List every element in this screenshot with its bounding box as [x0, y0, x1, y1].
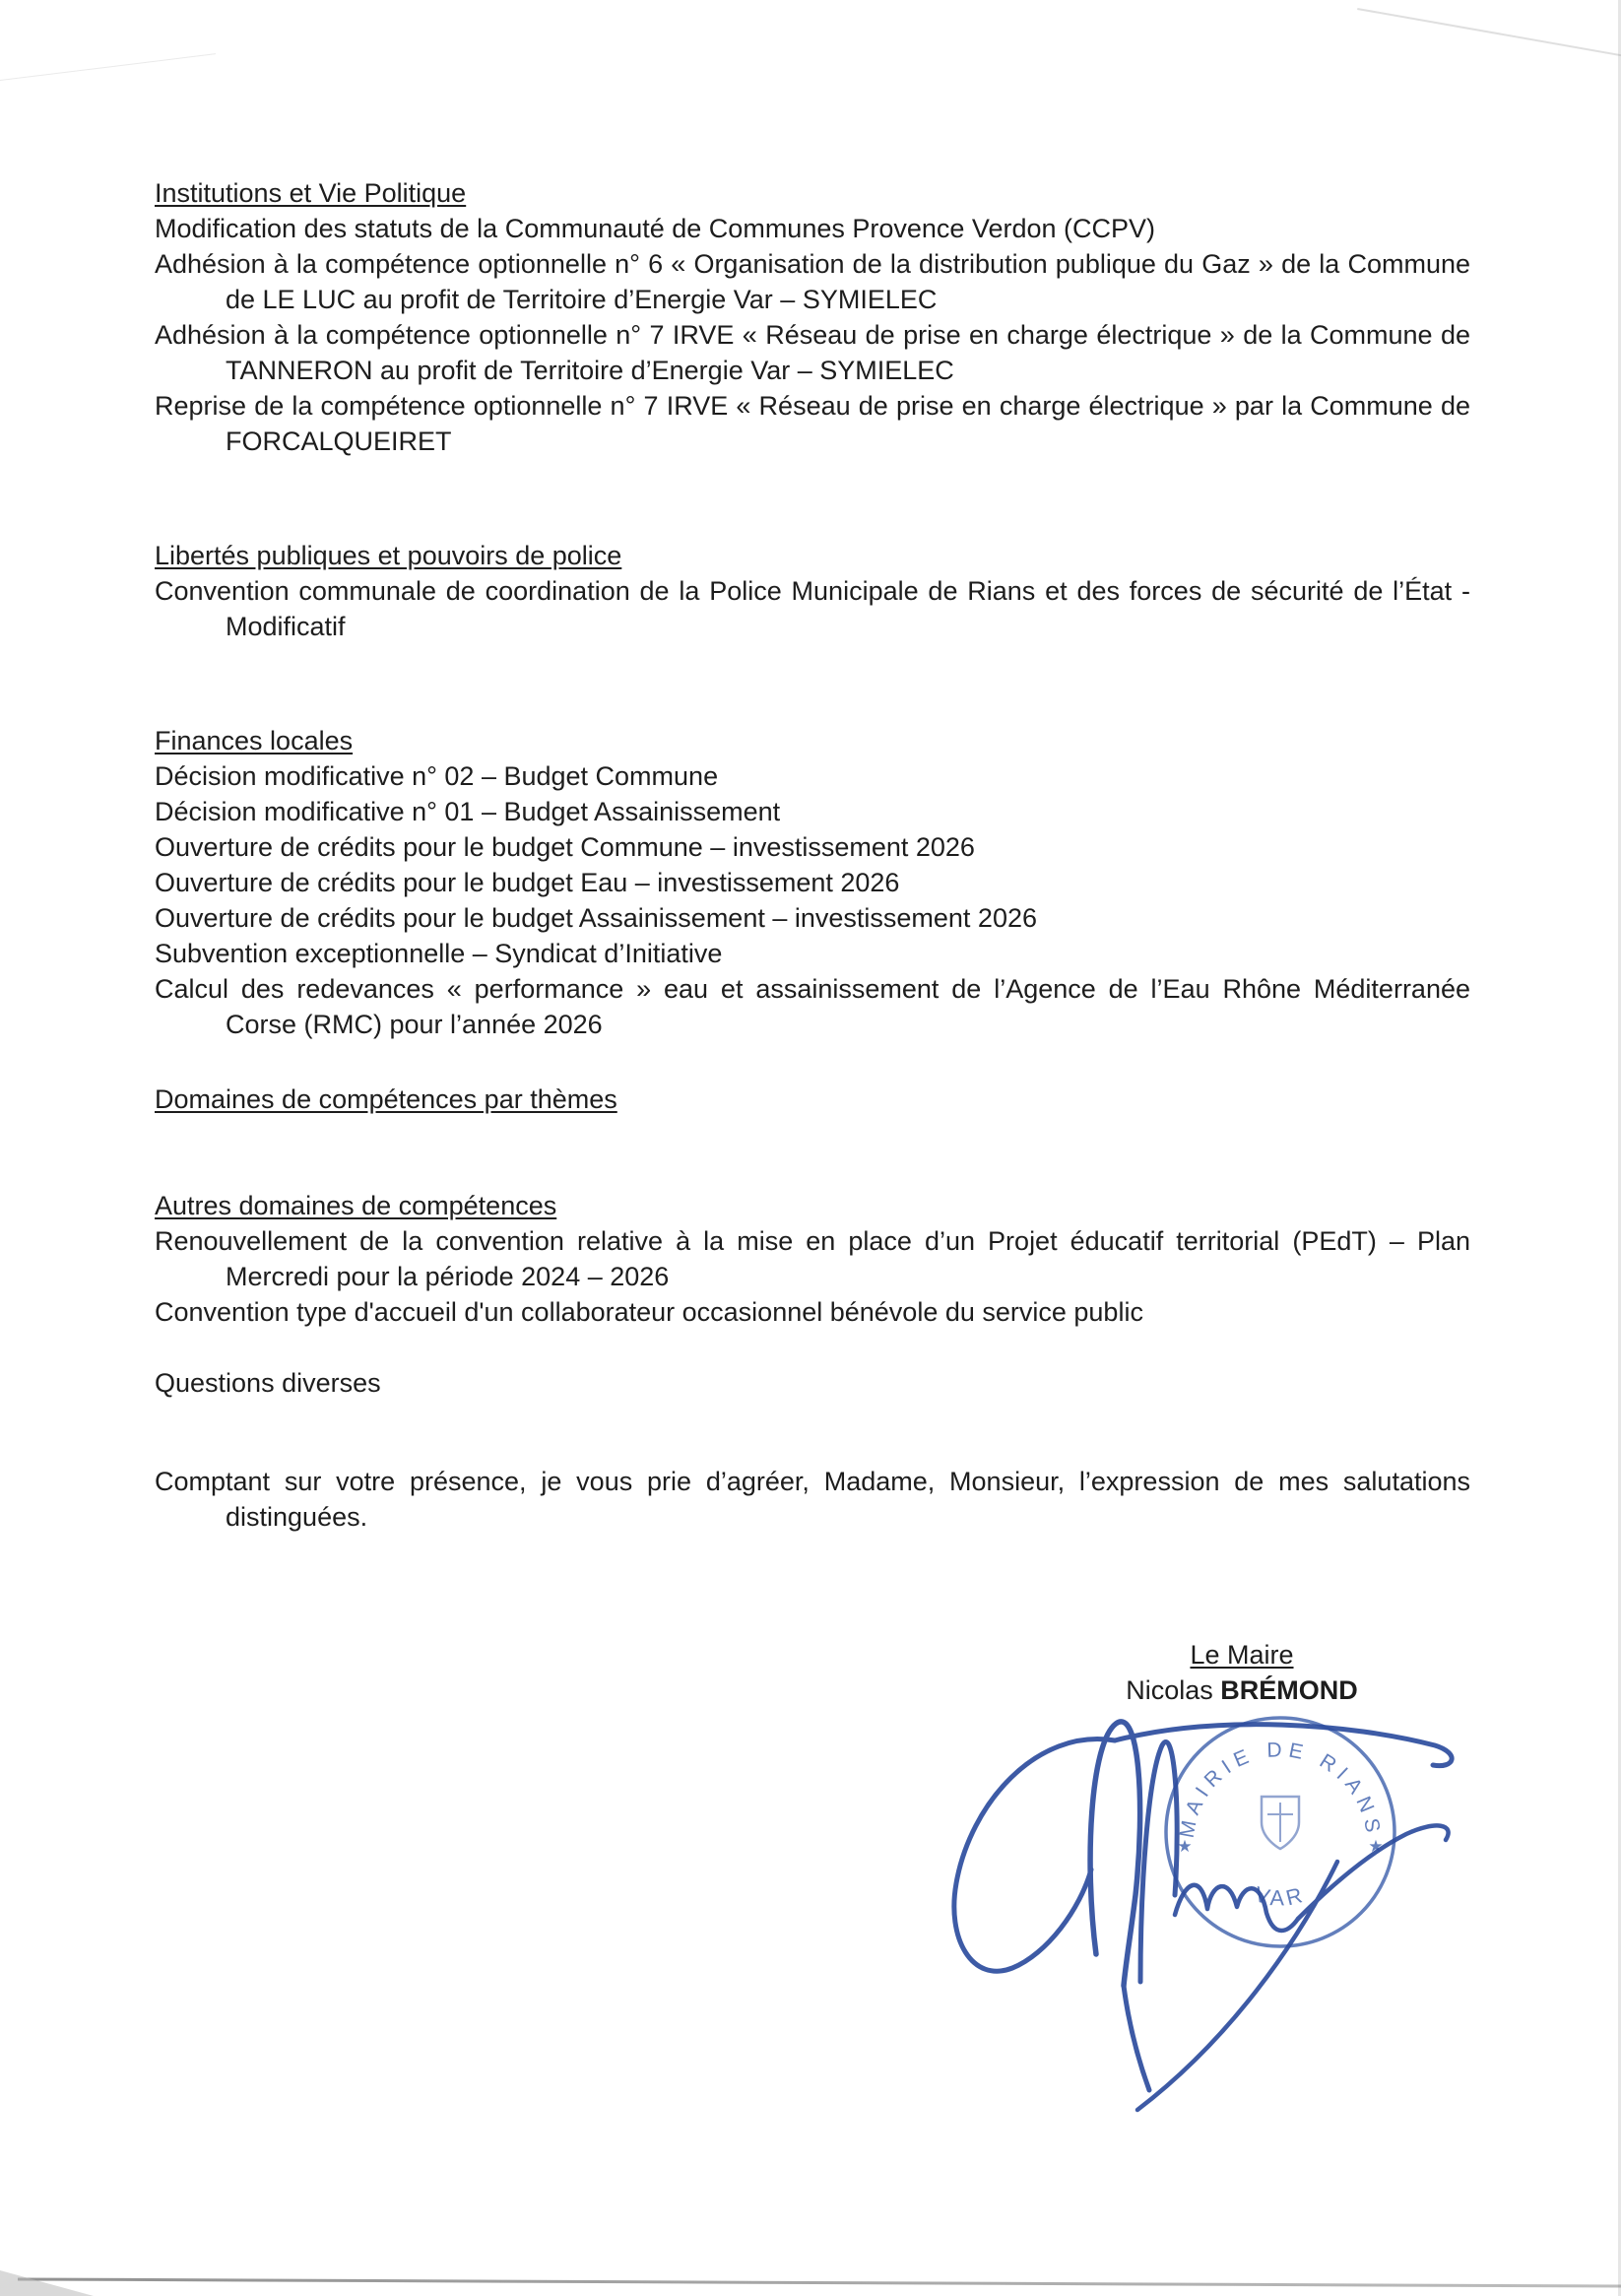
scan-artifact-bottom-left — [0, 2270, 94, 2296]
agenda-item: Modification des statuts de la Communauté de Communes Provence Verdon (CCPV) — [155, 214, 1155, 243]
agenda-item: Reprise de la compétence optionnelle n° 7 IRVE « Réseau de prise en charge électrique » par la Commune de FORCALQUEIRET — [155, 391, 1470, 456]
section-heading-libertes: Libertés publiques et pouvoirs de police — [155, 541, 622, 570]
section-heading-domaines: Domaines de compétences par thèmes — [155, 1084, 617, 1114]
agenda-item: Calcul des redevances « performance » eau et assainissement de l’Agence de l’Eau Rhône Méditerranée Corse (RMC) pour l’année 2026 — [155, 974, 1470, 1039]
section-heading-autres: Autres domaines de compétences — [155, 1191, 557, 1220]
signature-stroke — [1124, 1986, 1149, 2090]
section-domaines-competences — [155, 1082, 1470, 1117]
stamp-text-top: MAIRIE DE RIANS — [1175, 1738, 1386, 1840]
agenda-item: Adhésion à la compétence optionnelle n° 7 IRVE « Réseau de prise en charge électrique » de la Commune de TANNERON au profit de Territoire d’Energie Var – SYMIELEC — [155, 320, 1470, 385]
document-content — [155, 175, 1470, 2149]
section-finances-locales — [155, 723, 1470, 1042]
agenda-item: Ouverture de crédits pour le budget Commune – investissement 2026 — [155, 832, 975, 862]
agenda-item: Décision modificative n° 01 – Budget Assainissement — [155, 797, 781, 826]
signature-title: Le Maire — [1190, 1640, 1294, 1670]
agenda-item: Subvention exceptionnelle – Syndicat d’Initiative — [155, 939, 723, 968]
section-institutions — [155, 175, 1470, 459]
mairie-stamp — [1166, 1718, 1394, 1946]
signatory-first-name: Nicolas — [1126, 1675, 1213, 1705]
signature-stroke — [1090, 1722, 1140, 1986]
section-autres-domaines — [155, 1188, 1470, 1330]
scan-artifact-top-left — [0, 53, 216, 86]
stamp-text-bottom: VAR — [1252, 1881, 1309, 1911]
scan-artifact-bottom-line — [18, 2277, 1621, 2287]
agenda-item: Convention type d'accueil d'un collaborateur occasionnel bénévole du service public — [155, 1297, 1143, 1327]
signature-block — [155, 1637, 1470, 2149]
section-heading-institutions: Institutions et Vie Politique — [155, 178, 467, 208]
section-heading-finances: Finances locales — [155, 726, 354, 755]
questions-diverses: Questions diverses — [155, 1368, 381, 1398]
signature-and-stamp-art — [155, 1686, 1470, 2139]
stamp-star-right: ★ — [1368, 1837, 1384, 1856]
agenda-item: Convention communale de coordination de la Police Municipale de Rians et des forces de sécurité de l’État - Modificatif — [155, 576, 1470, 641]
section-libertes-publiques — [155, 538, 1470, 644]
signatory-last-name: BRÉMOND — [1220, 1675, 1358, 1705]
stamp-star-left: ★ — [1177, 1837, 1193, 1856]
agenda-item: Ouverture de crédits pour le budget Assainissement – investissement 2026 — [155, 903, 1037, 933]
agenda-item: Décision modificative n° 02 – Budget Commune — [155, 761, 719, 791]
scan-artifact-top-right — [1357, 8, 1621, 61]
agenda-item: Adhésion à la compétence optionnelle n° 6 « Organisation de la distribution publique du Gaz » de la Commune de LE LUC au profit de Territoire d’Energie Var – SYMIELEC — [155, 249, 1470, 314]
stamp-center-emblem — [1262, 1797, 1299, 1849]
agenda-item: Ouverture de crédits pour le budget Eau – investissement 2026 — [155, 868, 900, 897]
agenda-item: Renouvellement de la convention relative à la mise en place d’un Projet éducatif territorial (PEdT) – Plan Mercredi pour la période 2024 – 2026 — [155, 1226, 1470, 1291]
closing-formula: Comptant sur votre présence, je vous prie d’agréer, Madame, Monsieur, l’expression de mes salutations distinguées. — [155, 1467, 1470, 1532]
